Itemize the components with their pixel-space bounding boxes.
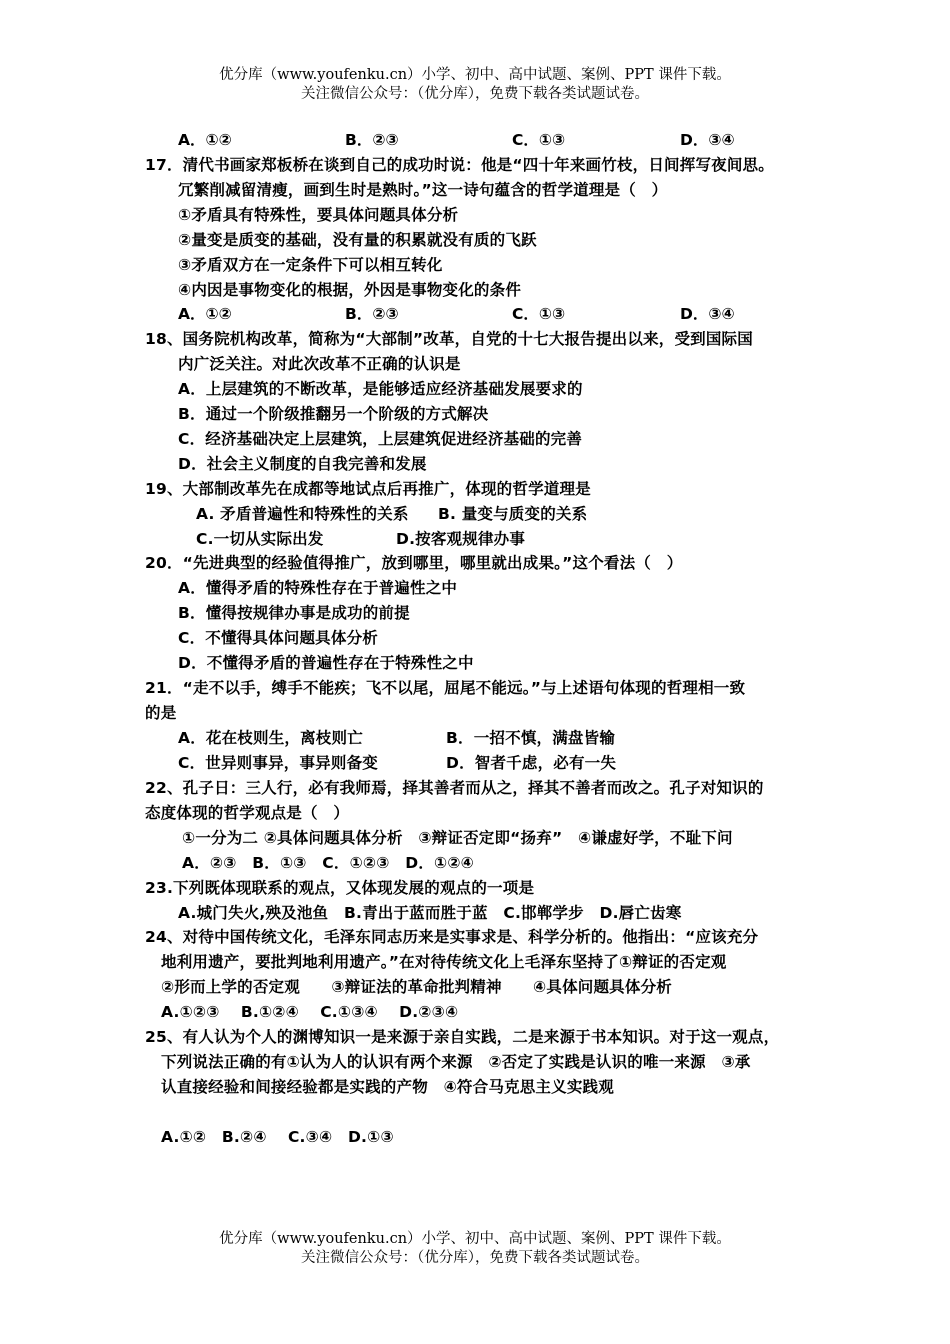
q18-stem-line-1: 18、国务院机构改革，简称为“大部制”改革，自党的十七大报告提出以来，受到国际国 — [145, 330, 753, 348]
q18-option-a: A．上层建筑的不断改革，是能够适应经济基础发展要求的 — [178, 380, 583, 398]
q17-option-a: A．①② — [178, 305, 232, 323]
q22-stem-line-1: 22、孔子日：三人行，必有我师焉，择其善者而从之，择其不善者而改之。孔子对知识的 — [145, 779, 764, 797]
q25-stem-line-2: 下列说法正确的有①认为人的认识有两个来源 ②否定了实践是认识的唯一来源 ③承 — [161, 1053, 751, 1071]
q19-option-a: A. 矛盾普遍性和特殊性的关系 — [196, 505, 409, 523]
q19-option-b: B. 量变与质变的关系 — [438, 505, 588, 523]
q25-stem-line-1: 25、有人认为个人的渊博知识一是来源于亲自实践，二是来源于书本知识。对于这一观点， — [145, 1028, 780, 1046]
q23-stem: 23.下列既体现联系的观点，又体现发展的观点的一项是 — [145, 879, 535, 897]
q16-option-d: D．③④ — [680, 131, 735, 149]
q17-option-b: B．②③ — [345, 305, 399, 323]
q25-stem-line-3: 认直接经验和间接经验都是实践的产物 ④符合马克思主义实践观 — [161, 1078, 614, 1096]
q17-item-3: ③矛盾双方在一定条件下可以相互转化 — [178, 256, 443, 274]
q22-stem-line-2: 态度体现的哲学观点是（ ） — [145, 804, 350, 822]
q19-stem: 19、大部制改革先在成都等地试点后再推广，体现的哲学道理是 — [145, 480, 591, 498]
q18-option-d: D．社会主义制度的自我完善和发展 — [178, 455, 427, 473]
header-line-1: 优分库（www.youfenku.cn）小学、初中、高中试题、案例、PPT 课件下载。 — [219, 67, 731, 83]
q21-stem-line-1: 21．“走不以手，缚手不能疾；飞不以尾，屈尾不能远。”与上述语句体现的哲理相一致 — [145, 679, 746, 697]
q24-options: A.①②③ B.①②④ C.①③④ D.②③④ — [161, 1003, 459, 1021]
q17-option-d: D．③④ — [680, 305, 735, 323]
q20-stem: 20．“先进典型的经验值得推广，放到哪里，哪里就出成果。”这个看法（ ） — [145, 554, 683, 572]
q19-option-d: D.按客观规律办事 — [396, 530, 526, 548]
q17-item-2: ②量变是质变的基础，没有量的积累就没有质的飞跃 — [178, 231, 537, 249]
q20-option-d: D．不懂得矛盾的普遍性存在于特殊性之中 — [178, 654, 474, 672]
q21-option-c: C．世异则事异，事异则备变 — [178, 754, 378, 772]
q21-stem-line-2: 的是 — [145, 704, 177, 722]
q17-item-1: ①矛盾具有特殊性，要具体问题具体分析 — [178, 206, 459, 224]
footer-line-2: 关注微信公众号：（优分库），免费下载各类试题试卷。 — [301, 1250, 649, 1266]
q16-option-c: C．①③ — [512, 131, 566, 149]
q24-stem-line-3: ②形而上学的否定观 ③辩证法的革命批判精神 ④具体问题具体分析 — [161, 978, 672, 996]
q21-option-b: B．一招不慎，满盘皆输 — [446, 729, 616, 747]
page-footer — [0, 1230, 950, 1268]
q22-options: A．②③ B．①③ C．①②③ D．①②④ — [182, 854, 474, 872]
header-line-2: 关注微信公众号：（优分库），免费下载各类试题试卷。 — [301, 86, 649, 102]
q16-option-a: A．①② — [178, 131, 232, 149]
q18-option-b: B．通过一个阶级推翻另一个阶级的方式解决 — [178, 405, 489, 423]
page-header — [0, 66, 950, 104]
q17-item-4: ④内因是事物变化的根据，外因是事物变化的条件 — [178, 281, 522, 299]
q24-stem-line-1: 24、对待中国传统文化，毛泽东同志历来是实事求是、科学分析的。他指出：“应该充分 — [145, 928, 759, 946]
q23-options: A.城门失火,殃及池鱼 B.青出于蓝而胜于蓝 C.邯郸学步 D.唇亡齿寒 — [178, 904, 682, 922]
q17-stem-line-2: 冗繁削减留清瘦，画到生时是熟时。”这一诗句蕴含的哲学道理是（ ） — [178, 181, 668, 199]
q25-options: A.①② B.②④ C.③④ D.①③ — [161, 1128, 394, 1146]
q20-option-a: A．懂得矛盾的特殊性存在于普遍性之中 — [178, 579, 458, 597]
q21-option-d: D．智者千虑，必有一失 — [446, 754, 617, 772]
q18-option-c: C．经济基础决定上层建筑，上层建筑促进经济基础的完善 — [178, 430, 583, 448]
q20-option-c: C．不懂得具体问题具体分析 — [178, 629, 378, 647]
q17-option-c: C．①③ — [512, 305, 566, 323]
q19-option-c: C.一切从实际出发 — [196, 530, 324, 548]
q16-option-b: B．②③ — [345, 131, 399, 149]
q22-items: ①一分为二 ②具体问题具体分析 ③辩证否定即“扬弃” ④谦虚好学，不耻下问 — [182, 829, 733, 847]
q24-stem-line-2: 地利用遗产，要批判地利用遗产。”在对待传统文化上毛泽东坚持了①辩证的否定观 — [161, 953, 727, 971]
q18-stem-line-2: 内广泛关注。对此次改革不正确的认识是 — [178, 355, 461, 373]
q20-option-b: B．懂得按规律办事是成功的前提 — [178, 604, 410, 622]
q17-stem-line-1: 17．清代书画家郑板桥在谈到自己的成功时说：他是“四十年来画竹枝，日间挥写夜间思。 — [145, 156, 774, 174]
q21-option-a: A．花在枝则生，离枝则亡 — [178, 729, 363, 747]
footer-line-1: 优分库（www.youfenku.cn）小学、初中、高中试题、案例、PPT 课件下载。 — [219, 1231, 731, 1247]
